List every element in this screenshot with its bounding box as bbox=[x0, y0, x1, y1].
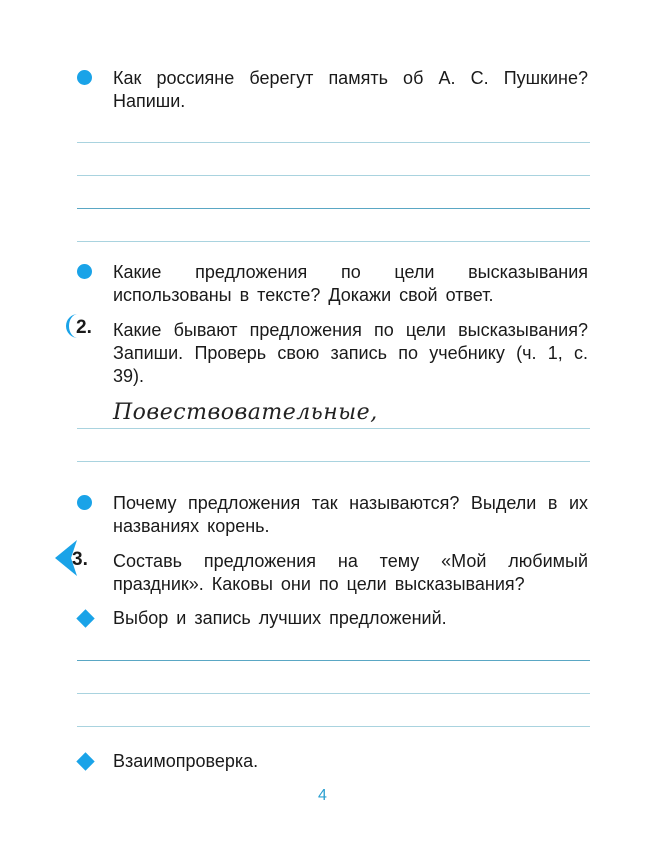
writing-line[interactable] bbox=[77, 142, 590, 143]
question-text: Как россияне берегут память об А. С. Пушкине? Напиши. bbox=[113, 68, 588, 111]
task-text: Составь предложения на тему «Мой любимый праздник». Каковы они по цели высказывания? bbox=[113, 551, 588, 594]
bullet-diamond-icon bbox=[76, 609, 94, 627]
task-number: 2. bbox=[76, 317, 92, 338]
writing-line[interactable] bbox=[77, 428, 590, 429]
handwritten-answer: Повествовательные, bbox=[113, 400, 378, 425]
task-text: Какие бывают предложения по цели высказывания? Запиши. Проверь свою запись по учебнику (ч. 1, с. 39). bbox=[113, 320, 588, 386]
step-text: Взаимопроверка. bbox=[113, 751, 259, 771]
writing-line[interactable] bbox=[77, 693, 590, 694]
writing-line[interactable] bbox=[77, 461, 590, 462]
step-text: Выбор и запись лучших предложений. bbox=[113, 608, 447, 628]
page-number: 4 bbox=[318, 787, 327, 804]
writing-line[interactable] bbox=[77, 208, 590, 209]
writing-line[interactable] bbox=[77, 175, 590, 176]
question-text: Какие предложения по цели высказывания использованы в тексте? Докажи свой ответ. bbox=[113, 262, 588, 305]
task-number: 3. bbox=[72, 549, 88, 570]
bullet-diamond-icon bbox=[76, 752, 94, 770]
bullet-dot-icon bbox=[77, 264, 92, 279]
writing-line[interactable] bbox=[77, 726, 590, 727]
question-text: Почему предложения так называются? Выдели в их названиях корень. bbox=[113, 493, 588, 536]
writing-line[interactable] bbox=[77, 241, 590, 242]
bullet-dot-icon bbox=[77, 495, 92, 510]
writing-line[interactable] bbox=[77, 660, 590, 661]
bullet-dot-icon bbox=[77, 70, 92, 85]
